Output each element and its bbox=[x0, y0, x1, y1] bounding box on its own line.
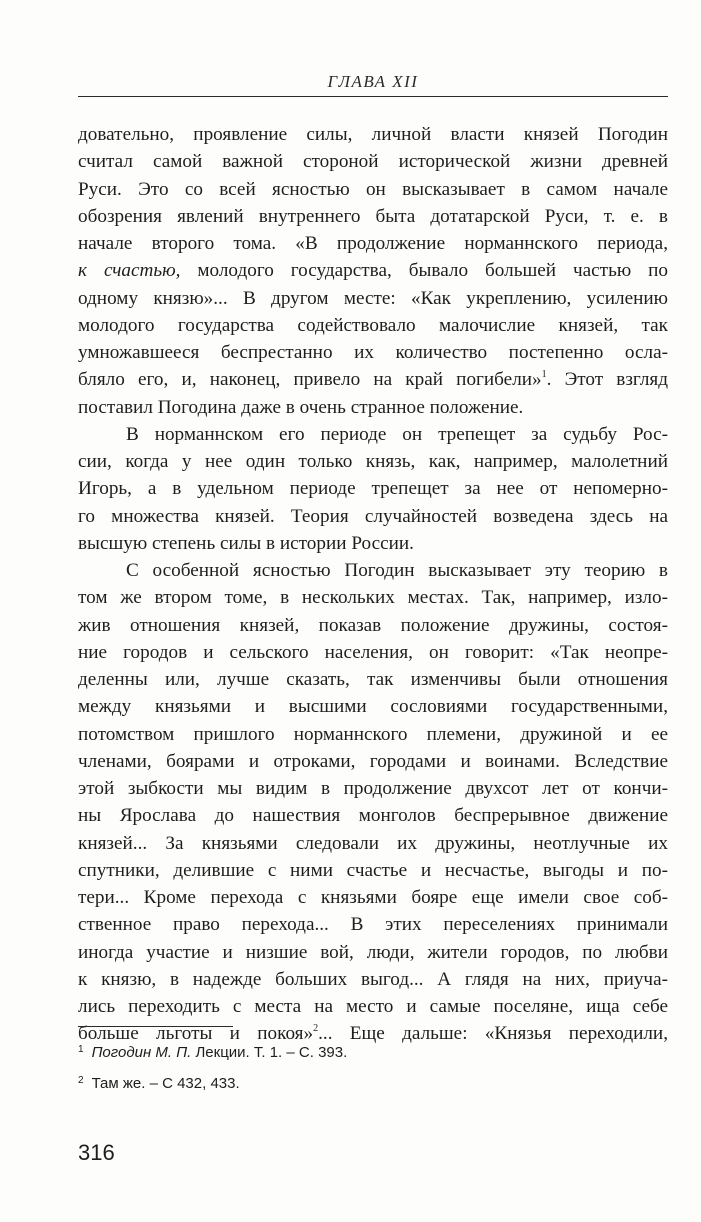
text-line: умножавшееся беспрестанно их количество постепенно осла- bbox=[78, 342, 668, 363]
text-line bbox=[78, 257, 668, 284]
text-line: С особенной ясностью Погодин высказывает эту теорию в bbox=[126, 560, 668, 581]
text-line: Игорь, а в удельном периоде трепещет за нее от непомерно- bbox=[78, 478, 668, 500]
line-text: . Этот взгляд bbox=[546, 369, 668, 391]
text-line: том же втором томе, в нескольких местах. Так, например, изло- bbox=[78, 587, 668, 609]
text-line: ны Ярослава до нашествия монголов беспрерывное движение bbox=[78, 805, 668, 827]
page-number: 316 bbox=[78, 1140, 115, 1165]
text-line: лись переходить с места на место и самые поселяне, ища себе bbox=[78, 996, 668, 1017]
text-line: молодого государства содействовало малочислие князей, так bbox=[78, 314, 668, 336]
text-line: тери... Кроме перехода с князьями бояре еще имели свое соб- bbox=[78, 887, 668, 908]
text-line: деленны или, лучше сказать, так изменчивы были отношения bbox=[78, 669, 668, 690]
header-rule bbox=[78, 96, 668, 97]
running-head: ГЛАВА XII bbox=[327, 72, 419, 91]
line-text: ... Еще дальше: «Князья переходили, bbox=[318, 1023, 668, 1045]
text-line: Руси. Это со всей ясностью он высказывает в самом начале bbox=[78, 178, 668, 200]
footnote-mark: 1 bbox=[78, 1044, 84, 1055]
text-line: ственное право перехода... В этих переселениях принимали bbox=[78, 914, 668, 936]
footnote-text: Там же. – С 432, 433. bbox=[91, 1075, 240, 1092]
text-line bbox=[78, 366, 668, 393]
footnotes bbox=[78, 1036, 668, 1098]
text-line: к князю, в надежде больших выгод... А глядя на них, приуча- bbox=[78, 968, 668, 990]
text-line: поставил Погодина даже в очень странное положение. bbox=[78, 396, 524, 418]
footnote bbox=[78, 1067, 668, 1098]
text-line: считал самой важной стороной исторической жизни древней bbox=[78, 151, 668, 173]
text-line: обозрения явлений внутреннего быта дотатарской Руси, т. е. в bbox=[78, 205, 668, 227]
text-line: иногда участие и низшие вой, люди, жители городов, по любви bbox=[78, 941, 668, 963]
text-line: жив отношения князей, показав положение дружины, состоя- bbox=[78, 614, 668, 636]
text-line: В норманнском его периоде он трепещет за судьбу Рос- bbox=[126, 423, 668, 445]
italic-phrase: к счастью, bbox=[78, 260, 181, 282]
text-line: сии, когда у нее один только князь, как, например, малолетний bbox=[78, 451, 668, 472]
text-line: высшую степень силы в истории России. bbox=[78, 532, 414, 554]
text-line: князей... За князьями следовали их дружины, неотлучные их bbox=[78, 832, 668, 854]
text-line: этой зыбкости мы видим в продолжение двухсот лет от кончи- bbox=[78, 778, 668, 799]
text-line: го множества князей. Теория случайностей возведена здесь на bbox=[78, 505, 668, 527]
text-line: ние городов и сельского населения, он говорит: «Так неопре- bbox=[78, 641, 668, 663]
footnote-author: Погодин М. П. bbox=[91, 1044, 192, 1061]
text-line: членами, боярами и отроками, городами и воинами. Вследствие bbox=[78, 750, 668, 772]
body-text bbox=[78, 121, 668, 1048]
footnote-ref: 2 bbox=[313, 1023, 319, 1035]
footnote-mark: 2 bbox=[78, 1075, 84, 1086]
paragraph bbox=[78, 557, 668, 1048]
footnote bbox=[78, 1036, 668, 1067]
line-text: больше льготы и покоя» bbox=[78, 1023, 314, 1045]
paragraph bbox=[78, 421, 668, 557]
footnote-ref: 1 bbox=[541, 369, 547, 381]
line-text: молодого государства, бывало большей частью по bbox=[180, 260, 668, 282]
line-text: бляло его, и, наконец, привело на край погибели» bbox=[78, 369, 542, 391]
text-line: спутники, делившие с ними счастье и несчастье, выгоды и по- bbox=[78, 859, 668, 881]
text-line: довательно, проявление силы, личной власти князей Погодин bbox=[78, 124, 668, 145]
footnote-rule bbox=[78, 1026, 233, 1027]
text-line: между князьями и высшими сословиями государственными, bbox=[78, 696, 668, 718]
text-line: одному князю»... В другом месте: «Как укреплению, усилению bbox=[78, 287, 668, 309]
text-line: потомством пришлого норманнского племени, дружиной и ее bbox=[78, 723, 668, 745]
text-line: начале второго тома. «В продолжение норманнского периода, bbox=[78, 233, 668, 254]
paragraph bbox=[78, 121, 668, 421]
footnote-text: Лекции. Т. 1. – С. 393. bbox=[191, 1044, 348, 1061]
